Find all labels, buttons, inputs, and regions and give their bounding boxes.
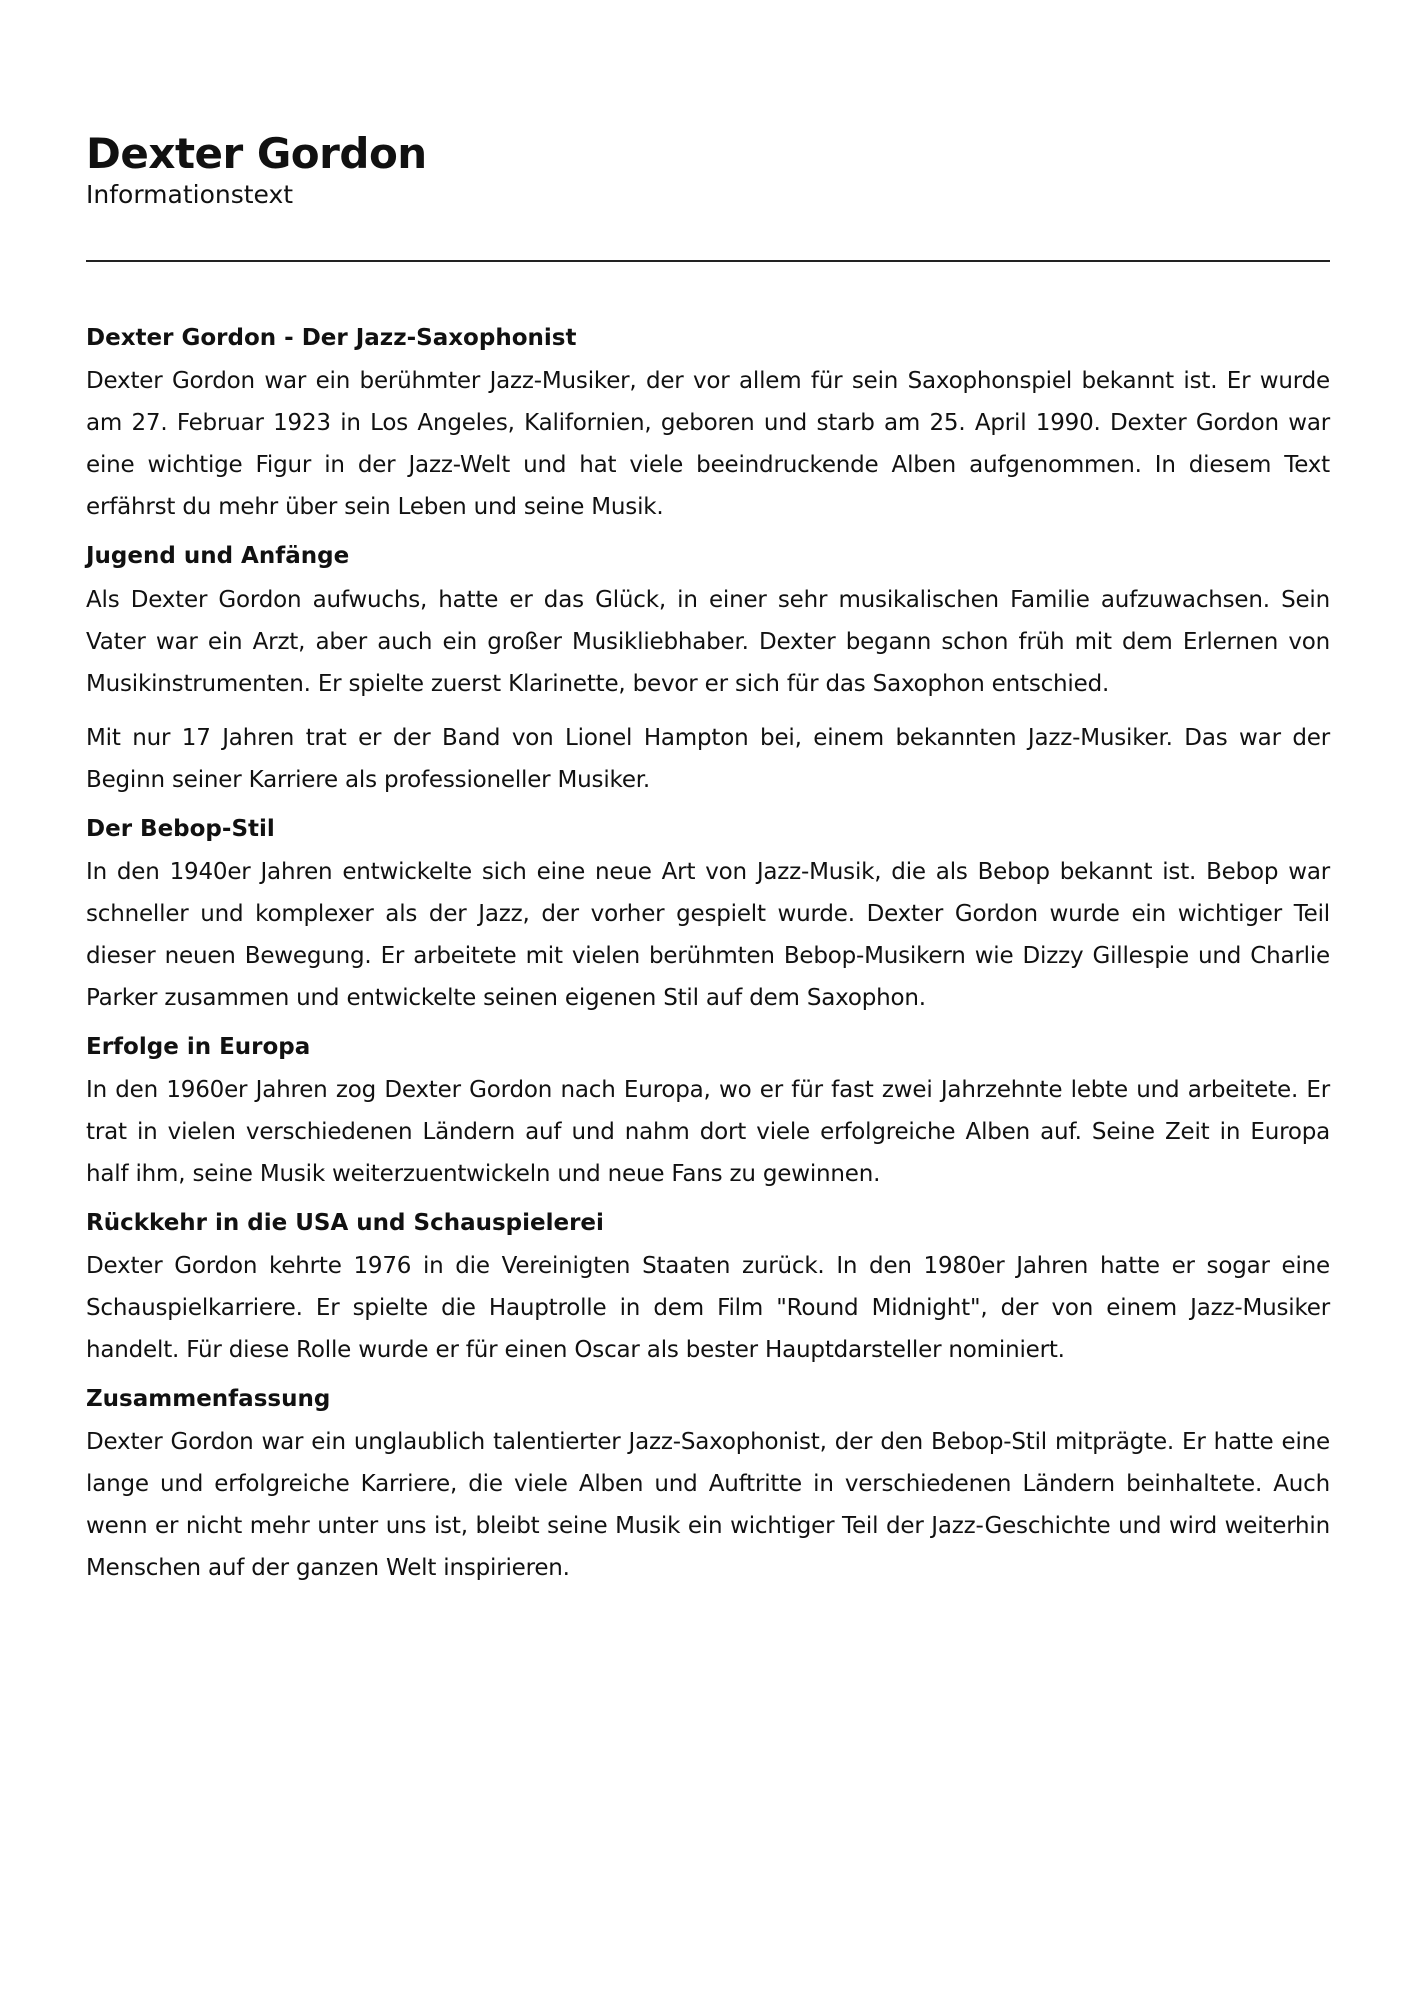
paragraph: In den 1940er Jahren entwickelte sich eine neue Art von Jazz-Musik, die als Bebop bekannt ist. Bebop war schneller und komplexer als der Jazz, der vorher gespielt wurde. Dexter Gordon wurde ein wichtiger Teil dieser neuen Bewegung. Er arbeitete mit vielen berühmten Bebop-Musikern wie Dizzy Gillespie und Charlie Parker zusammen und entwickelte seinen eigenen Stil auf dem Saxophon. <box>86 858 1330 1011</box>
section-summary <box>86 1383 1330 1589</box>
section-heading: Zusammenfassung <box>86 1386 331 1413</box>
paragraph: In den 1960er Jahren zog Dexter Gordon nach Europa, wo er für fast zwei Jahrzehnte lebte und arbeitete. Er trat in vielen verschiedenen Ländern auf und nahm dort viele erfolgreiche Alben auf. Seine Zeit in Europa half ihm, seine Musik weiterzuentwickeln und neue Fans zu gewinnen. <box>86 1077 1330 1188</box>
title-divider <box>86 260 1330 262</box>
document-page <box>86 130 1330 1601</box>
section-europe <box>86 1031 1330 1195</box>
section-intro <box>86 322 1330 528</box>
paragraph: Dexter Gordon kehrte 1976 in die Vereinigten Staaten zurück. In den 1980er Jahren hatte er sogar eine Schauspielkarriere. Er spielte die Hauptrolle in dem Film "Round Midnight", der von einem Jazz-Musiker handelt. Für diese Rolle wurde er für einen Oscar als bester Hauptdarsteller nominiert. <box>86 1253 1330 1364</box>
section-heading: Dexter Gordon - Der Jazz-Saxophonist <box>86 325 577 352</box>
document-body <box>86 322 1330 1589</box>
section-return-usa <box>86 1207 1330 1371</box>
section-heading: Erfolge in Europa <box>86 1033 311 1060</box>
section-bebop <box>86 813 1330 1019</box>
document-subtitle: Informationstext <box>86 180 294 210</box>
section-heading: Jugend und Anfänge <box>86 543 350 570</box>
paragraph: Dexter Gordon war ein unglaublich talentierter Jazz-Saxophonist, der den Bebop-Stil mitprägte. Er hatte eine lange und erfolgreiche Karriere, die viele Alben und Auftritte in verschiedenen Ländern beinhaltete. Auch wenn er nicht mehr unter uns ist, bleibt seine Musik ein wichtiger Teil der Jazz-Geschichte und wird weiterhin Menschen auf der ganzen Welt inspirieren. <box>86 1429 1330 1582</box>
section-youth <box>86 540 1330 800</box>
paragraph: Mit nur 17 Jahren trat er der Band von Lionel Hampton bei, einem bekannten Jazz-Musiker. Das war der Beginn seiner Karriere als professioneller Musiker. <box>86 724 1330 793</box>
section-heading: Rückkehr in die USA und Schauspielerei <box>86 1210 604 1237</box>
document-title: Dexter Gordon <box>86 129 427 178</box>
paragraph: Als Dexter Gordon aufwuchs, hatte er das Glück, in einer sehr musikalischen Familie aufzuwachsen. Sein Vater war ein Arzt, aber auch ein großer Musikliebhaber. Dexter begann schon früh mit dem Erlernen von Musikinstrumenten. Er spielte zuerst Klarinette, bevor er sich für das Saxophon entschied. <box>86 586 1330 697</box>
paragraph: Dexter Gordon war ein berühmter Jazz-Musiker, der vor allem für sein Saxophonspiel bekannt ist. Er wurde am 27. Februar 1923 in Los Angeles, Kalifornien, geboren und starb am 25. April 1990. Dexter Gordon war eine wichtige Figur in der Jazz-Welt und hat viele beeindruckende Alben aufgenommen. In diesem Text erfährst du mehr über sein Leben und seine Musik. <box>86 368 1330 521</box>
section-heading: Der Bebop-Stil <box>86 815 275 842</box>
